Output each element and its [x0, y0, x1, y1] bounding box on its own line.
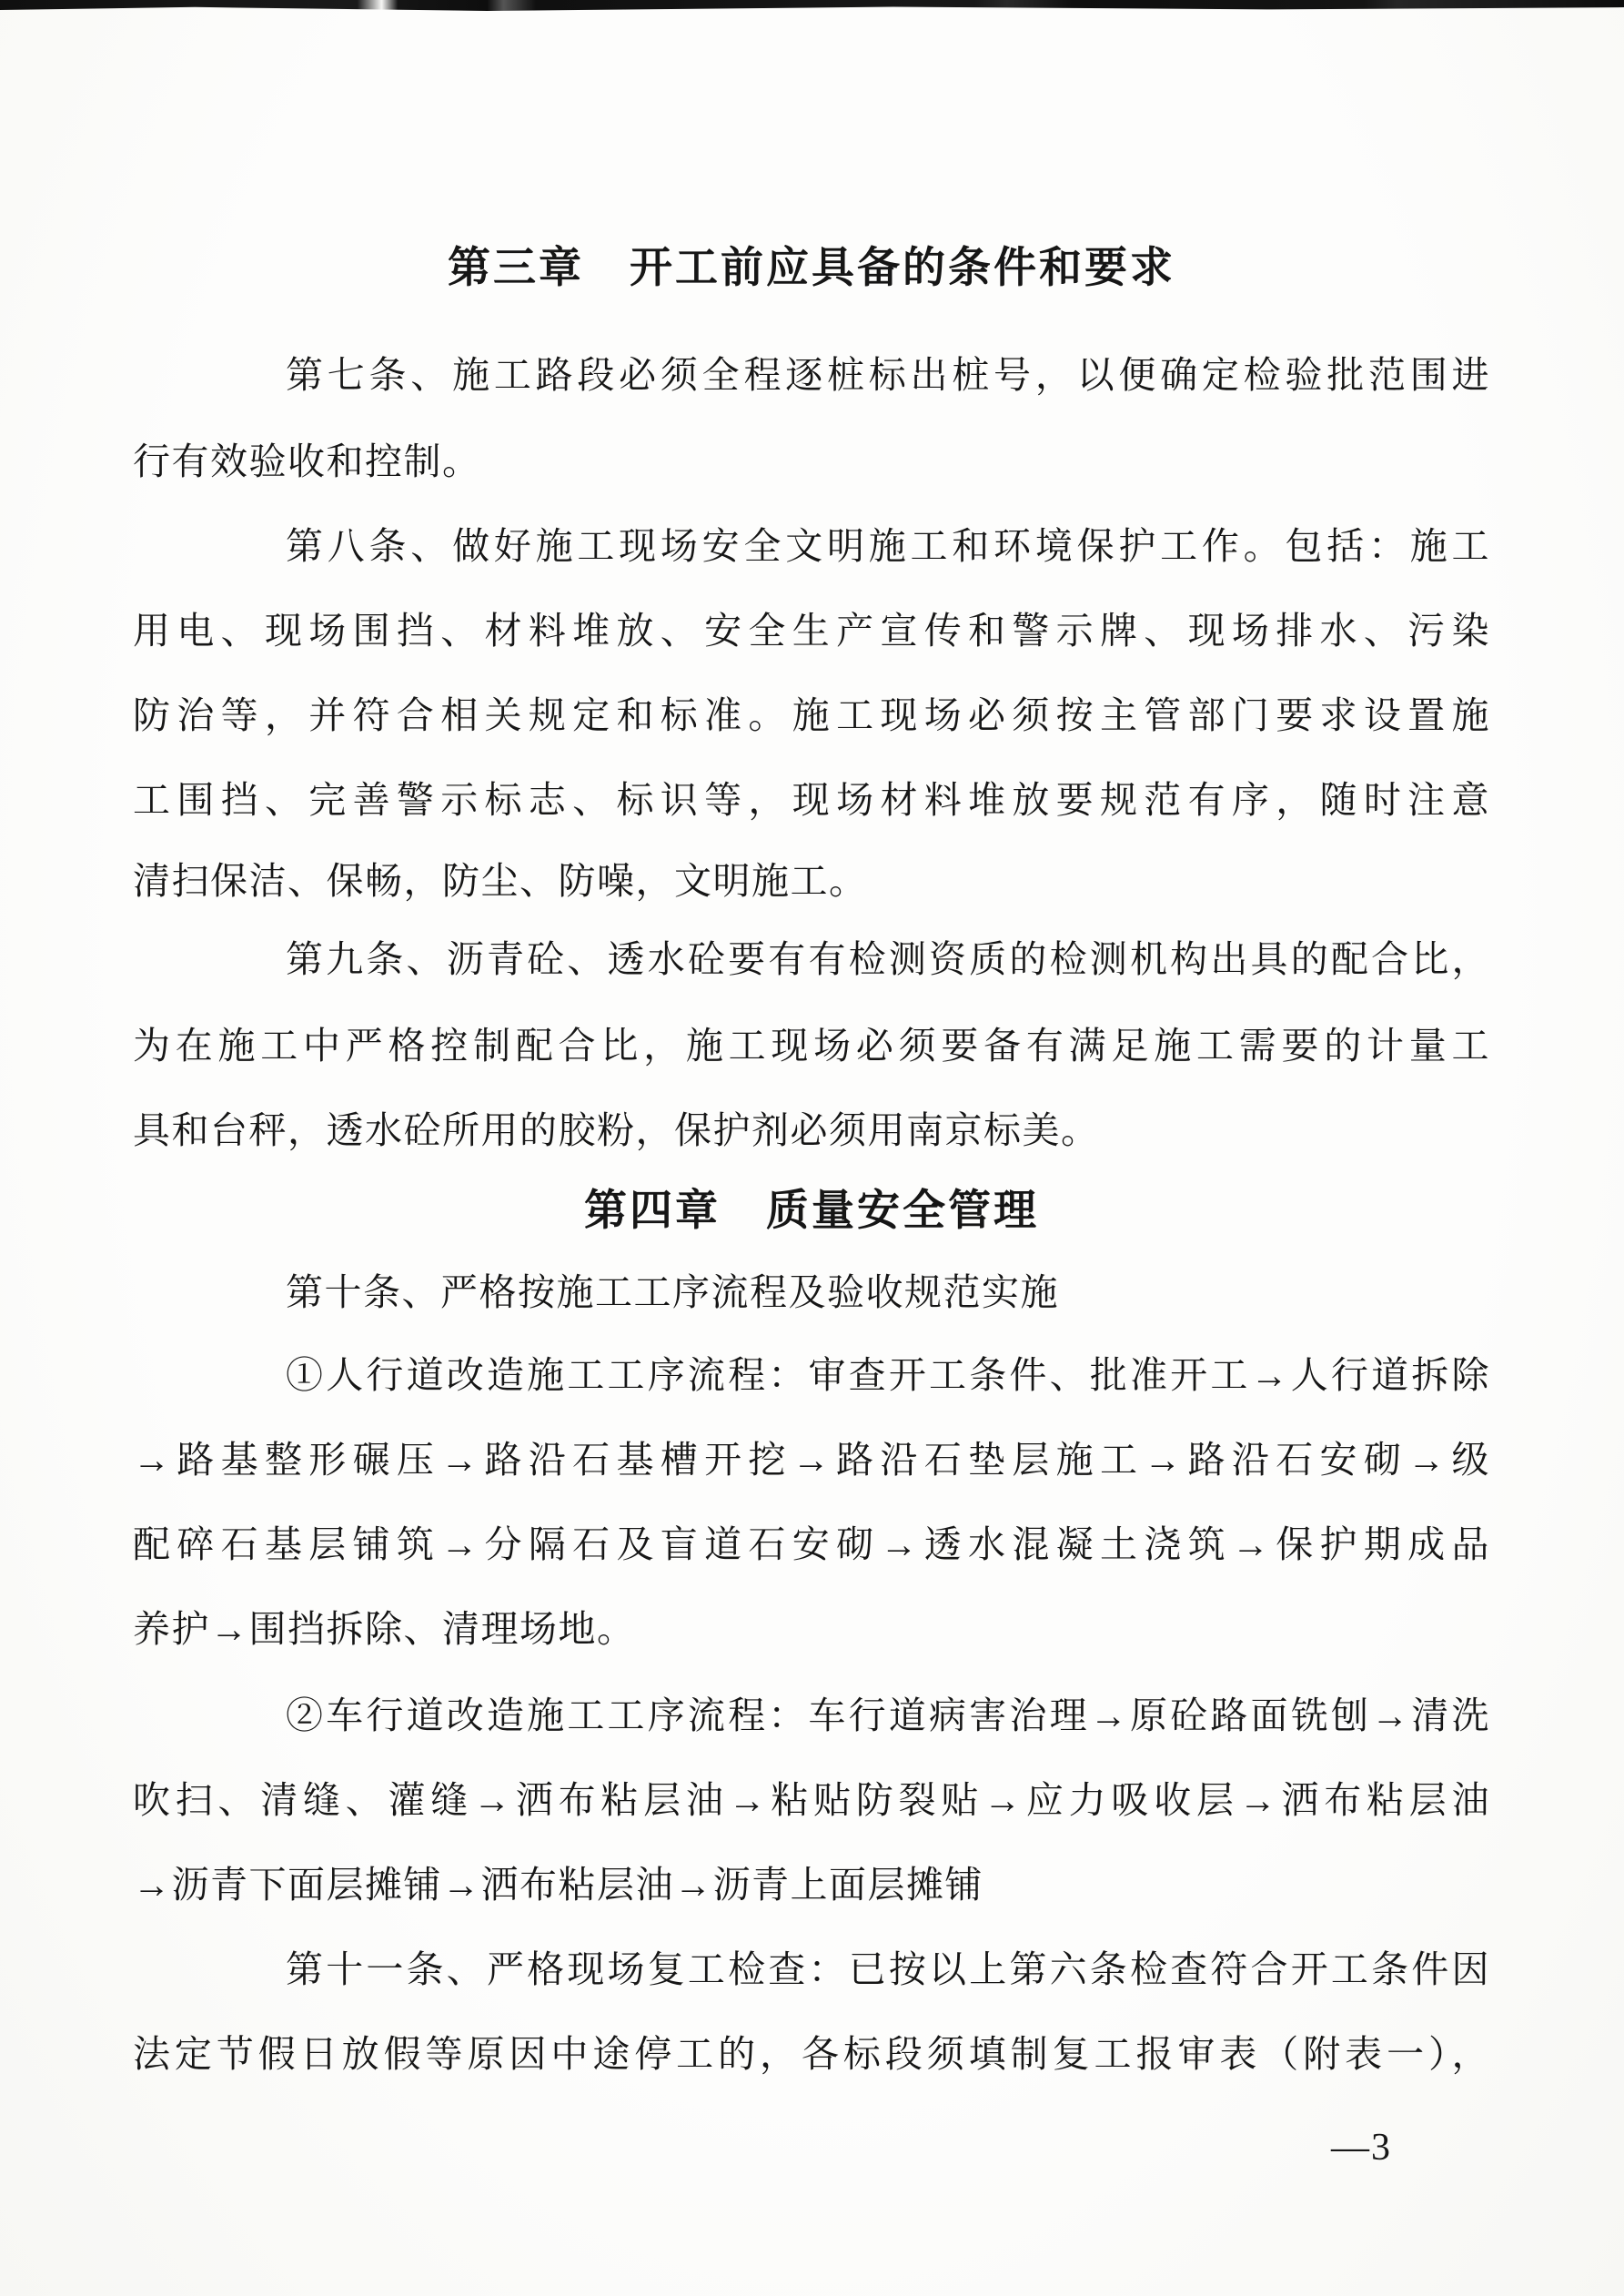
text-line: 具和台秤，透水砼所用的胶粉，保护剂必须用南京标美。	[133, 1109, 1100, 1151]
text-line: 第十条、严格按施工工序流程及验收规范实施	[286, 1271, 1059, 1313]
text-line: →路基整形碾压→路沿石基槽开挖→路沿石垫层施工→路沿石安砌→级	[133, 1439, 1490, 1481]
text-line: 用电、现场围挡、材料堆放、安全生产宣传和警示牌、现场排水、污染	[133, 610, 1490, 652]
text-line: 第十一条、严格现场复工检查：已按以上第六条检查符合开工条件因	[286, 1948, 1490, 1990]
text-line: 第九条、沥青砼、透水砼要有有检测资质的检测机构出具的配合比，	[286, 938, 1490, 980]
chapter-3-heading: 第三章 开工前应具备的条件和要求	[448, 245, 1175, 292]
document-body	[133, 0, 1490, 2296]
text-line: ①人行道改造施工工序流程：审查开工条件、批准开工→人行道拆除	[286, 1354, 1490, 1396]
page-number: —3	[1331, 2127, 1392, 2169]
text-line: 配碎石基层铺筑→分隔石及盲道石安砌→透水混凝土浇筑→保护期成品	[133, 1523, 1490, 1565]
text-line: 为在施工中严格控制配合比，施工现场必须要备有满足施工需要的计量工	[133, 1025, 1490, 1067]
chapter-4-heading: 第四章 质量安全管理	[584, 1188, 1039, 1235]
text-line: 法定节假日放假等原因中途停工的，各标段须填制复工报审表（附表一），	[133, 2033, 1490, 2075]
text-line: 第八条、做好施工现场安全文明施工和环境保护工作。包括：施工	[286, 525, 1490, 567]
text-line: →沥青下面层摊铺→洒布粘层油→沥青上面层摊铺	[133, 1864, 983, 1906]
text-line: 工围挡、完善警示标志、标识等，现场材料堆放要规范有序，随时注意	[133, 779, 1490, 821]
text-line: 行有效验收和控制。	[133, 440, 481, 482]
text-line: ②车行道改造施工工序流程：车行道病害治理→原砼路面铣刨→清洗	[286, 1694, 1490, 1736]
text-line: 防治等，并符合相关规定和标准。施工现场必须按主管部门要求设置施	[133, 694, 1490, 736]
text-line: 清扫保洁、保畅，防尘、防噪，文明施工。	[133, 860, 868, 902]
text-line: 第七条、施工路段必须全程逐桩标出桩号，以便确定检验批范围进	[286, 354, 1490, 396]
text-line: 吹扫、清缝、灌缝→洒布粘层油→粘贴防裂贴→应力吸收层→洒布粘层油	[133, 1779, 1490, 1821]
text-line: 养护→围挡拆除、清理场地。	[133, 1608, 636, 1650]
